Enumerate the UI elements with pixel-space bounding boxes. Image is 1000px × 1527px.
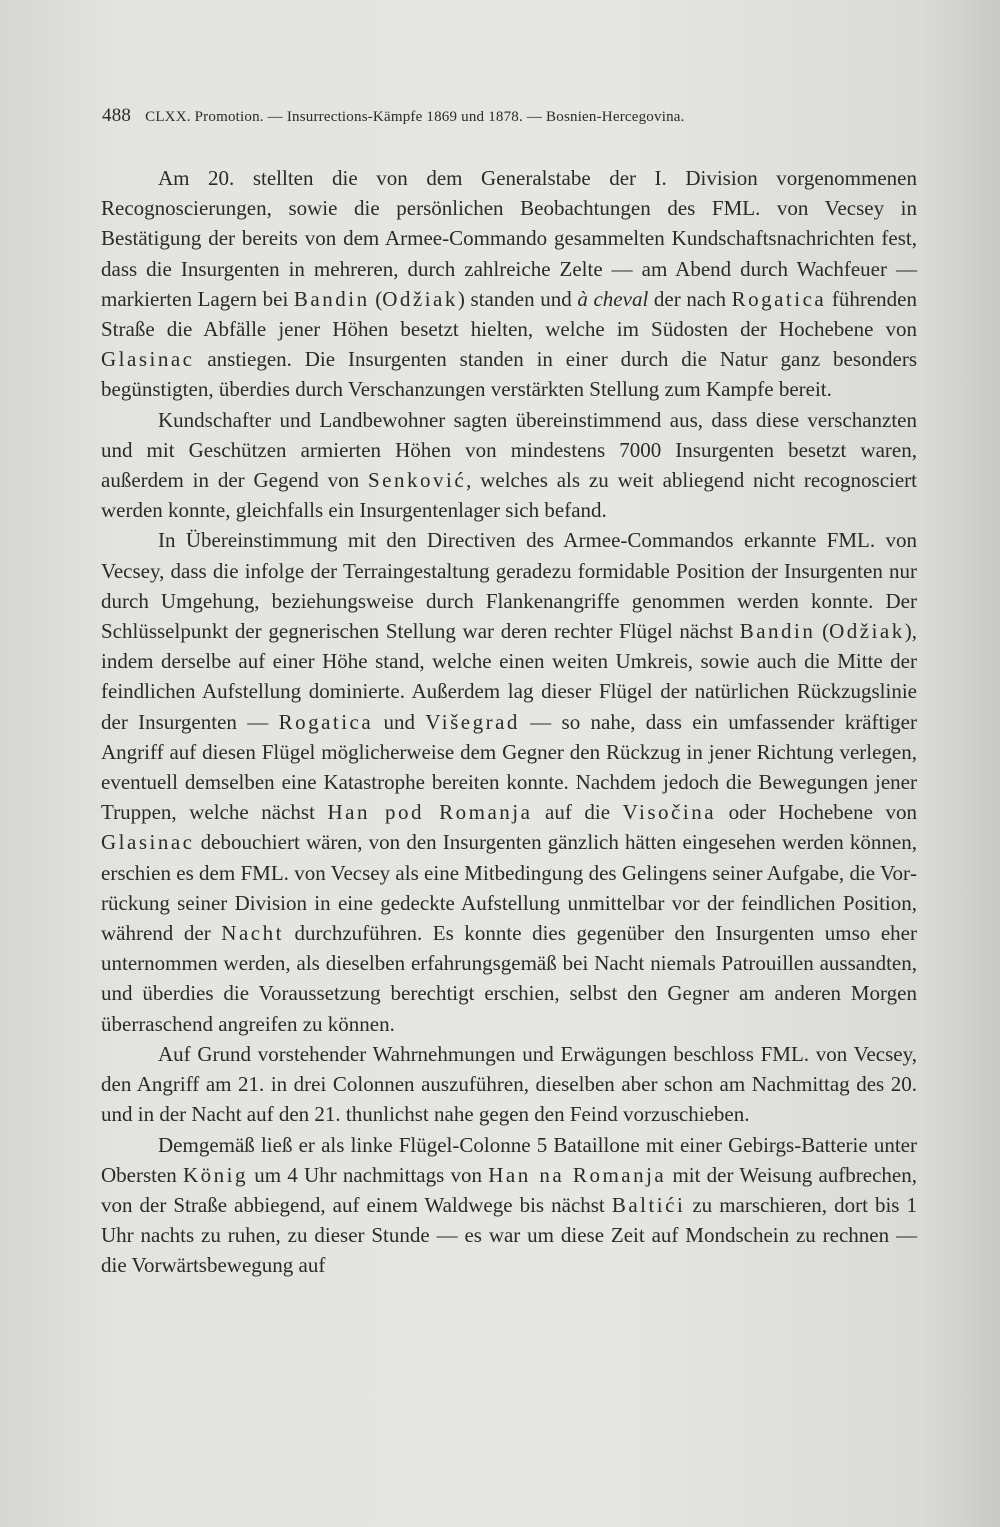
text-run: ( xyxy=(369,286,383,311)
text-run: anstiegen. Die Insurgenten standen in einer durch die Natur ganz besonders begünstigten, überdies durch Verschanzungen verstärkten Stellung zum Kampfe bereit. xyxy=(101,347,917,402)
text-run: der nach xyxy=(648,286,732,311)
text-run: oder Hochebene von xyxy=(716,800,917,825)
place-name: Visočina xyxy=(622,800,717,825)
place-name: Baltići xyxy=(611,1192,686,1217)
text-run: Auf Grund vorstehender Wahrnehmungen und Erwägungen beschloss FML. von Vecsey, den Angriff am 21. in drei Colonnen auszuführen, dieselben aber schon am Nachmittag des 20. und in der Nacht auf den 21. thunlichst nahe gegen den Feind vorzuschieben. xyxy=(101,1041,917,1127)
running-header xyxy=(102,105,847,127)
text-run: ), indem derselbe auf einer Höhe stand, welche einen weiten Umkreis, sowie auch die Mitte der feindlichen Aufstellung dominierte. Außerdem lag dieser Flügel der natürlichen Rückzugslinie der Insurgenten — xyxy=(101,619,917,734)
place-name: Glasinac xyxy=(101,830,195,855)
paragraph xyxy=(101,405,917,526)
place-name: Senković xyxy=(367,468,467,493)
text-run: führenden Straße die Abfälle jener Höhen besetzt hielten, welche im Südosten der Hochebene von xyxy=(101,286,917,342)
page-number: 488 xyxy=(102,105,132,126)
text-run: und xyxy=(373,709,426,734)
text-run: Kundschafter und Landbewohner sagten übereinstimmend aus, dass diese verschanzten und mit Geschützen armierten Höhen von mindestens 7000 Insurgenten besetzt waren, außerdem in der Gegend von xyxy=(101,407,917,493)
text-run: mit der Weisung aufbrechen, von der Straße abbiegend, auf einem Waldwege bis nächst xyxy=(101,1162,918,1217)
text-run: Demgemäß ließ er als linke Flügel-Colonne 5 Bataillone mit einer Gebirgs-Batterie unter Obersten xyxy=(101,1132,917,1187)
place-name: Višegrad xyxy=(425,709,520,734)
text-run: ) standen und xyxy=(457,286,578,311)
place-name: Rogatica xyxy=(731,286,827,311)
place-name: Odžiak xyxy=(829,619,905,644)
place-name: Bandin xyxy=(739,619,816,644)
place-name: König xyxy=(183,1162,249,1187)
place-name: Odžiak xyxy=(382,286,458,311)
text-run: ( xyxy=(815,619,830,644)
italic-phrase: à cheval xyxy=(577,286,649,311)
text-run: auf die xyxy=(532,800,623,825)
paragraph xyxy=(101,525,917,1038)
paragraph xyxy=(101,1039,917,1130)
place-name: Glasinac xyxy=(101,347,195,372)
place-name: Han pod Romanja xyxy=(327,800,533,825)
text-run: durchzuführen. Es konnte dies gegenüber den Insurgenten umso eher unternommen werden, als dieselben erfahrungsgemäß bei Nacht niemals Patrouillen aussandten, und überdies die Voraussetzung berechtigt erschien, selbst den Gegner am anderen Morgen überraschend angreifen zu können. xyxy=(101,921,917,1036)
running-title: CLXX. Promotion. — Insurrections-Kämpfe 1869 und 1878. — Bosnien-Hercegovina. xyxy=(145,109,685,125)
text-run: , welches als zu weit abliegend nicht recognosciert werden konnte, gleichfalls ein Insurgentenlager sich befand. xyxy=(101,468,917,523)
text-run: um 4 Uhr nachmittags von xyxy=(248,1162,489,1187)
body-text xyxy=(101,163,917,1281)
place-name: Han na Romanja xyxy=(488,1162,667,1187)
text-run: debouchiert wären, von den Insurgenten gänzlich hätten eingesehen werden können, erschien es dem FML. von Vecsey als eine Mitbedingung des Gelingens seiner Aufgabe, die Vorrückung seiner Division in eine gedeckte Aufstellung unmittelbar vor der feindlichen Position, während der xyxy=(101,830,917,946)
paragraph xyxy=(101,163,917,405)
text-run: zu marschieren, dort bis 1 Uhr nachts zu ruhen, zu dieser Stunde — es war um diese Zeit auf Mondschein zu rechnen — die Vorwärtsbewegung auf xyxy=(101,1192,917,1278)
text-run: — so nahe, dass ein umfassender kräftiger Angriff auf diesen Flügel möglicherweise dem Gegner den Rückzug in jener Richtung verlegen, eventuell demselben eine Katastrophe bereiten konnte. Nachdem jedoch die Bewegungen jener Truppen, welche nächst xyxy=(101,709,917,825)
place-name: Rogatica xyxy=(278,709,374,734)
place-name: Nacht xyxy=(221,921,284,946)
text-run: Am 20. stellten die von dem Generalstabe der I. Division vorgenommenen Recognoscierungen, sowie die persönlichen Beobachtungen des FML. von Vecsey in Bestätigung der bereits von dem Armee-Commando gesammelten Kundschaftsnachrichten fest, dass die Insurgenten in mehreren, durch zahlreiche Zelte — am Abend durch Wachfeuer — markierten Lagern bei xyxy=(101,166,917,311)
paragraph xyxy=(101,1130,917,1281)
text-run: In Übereinstimmung mit den Directiven des Armee-Commandos erkannte FML. von Vecsey, dass die infolge der Terraingestaltung geradezu formidable Position der Insurgenten nur durch Umgehung, beziehungsweise durch Flankenangriffe genommen werden konnte. Der Schlüsselpunkt der gegnerischen Stellung war deren rechter Flügel nächst xyxy=(101,528,917,644)
place-name: Bandin xyxy=(293,286,370,311)
